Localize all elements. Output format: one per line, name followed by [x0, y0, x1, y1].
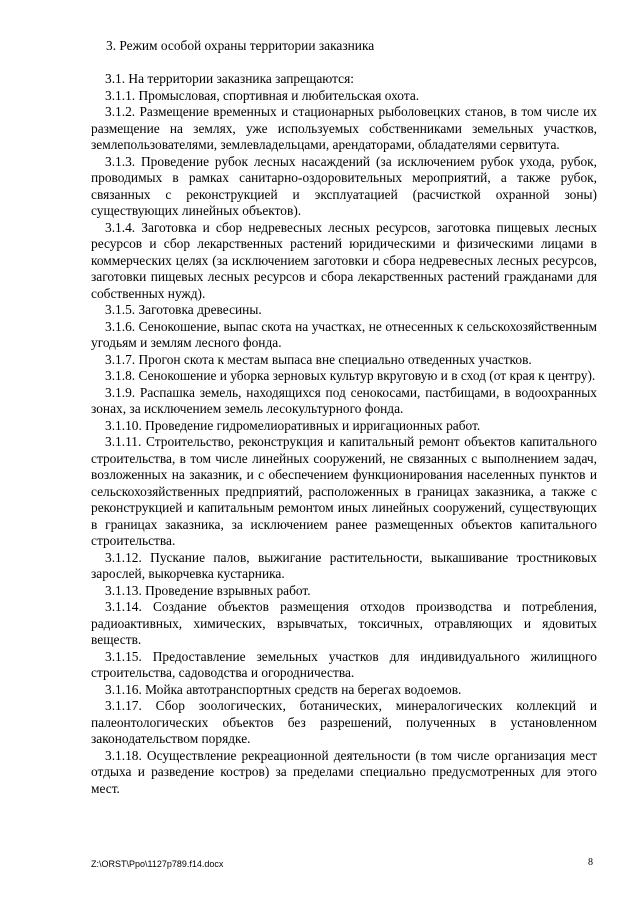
paragraph: 3.1. На территории заказника запрещаются:: [105, 71, 354, 86]
paragraph: 3.1.12. Пускание палов, выжигание растительности, выкашивание тростниковых зарослей, выкорчевка кустарника.: [91, 549, 597, 581]
document-body: [91, 71, 597, 797]
paragraph: 3.1.1. Промысловая, спортивная и любительская охота.: [105, 87, 420, 103]
paragraph: 3.1.17. Сбор зоологических, ботанических, минералогических коллекций и палеонтологических объектов без разрешений, полученных в установленном законодательством порядке.: [91, 698, 597, 746]
paragraph: 3.1.2. Размещение временных и стационарных рыболовецких станов, в том числе их размещение на землях, уже используемых собственниками земельных участков, землепользователями, землевладельцами, арендаторами, обладателями сервитута.: [91, 104, 597, 152]
paragraph: 3.1.9. Распашка земель, находящихся под сенокосами, пастбищами, в водоохранных зонах, за исключением земель лесокультурного фонда.: [91, 384, 597, 416]
paragraph: 3.1.16. Мойка автотранспортных средств на берегах водоемов.: [105, 681, 462, 697]
paragraph: 3.1.4. Заготовка и сбор недревесных лесных ресурсов, заготовка пищевых лесных ресурсов и сбор лекарственных растений юридическими и физическими лицами в коммерческих целях (за исключением заготовки и сбора недревесных лесных ресурсов, заготовки пищевых лесных ресурсов и сбора лекарственных растений гражданами для собственных нужд).: [91, 219, 597, 301]
paragraph: 3.1.15. Предоставление земельных участков для индивидуального жилищного строительства, садоводства и огородничества.: [91, 648, 597, 680]
paragraph: 3.1.14. Создание объектов размещения отходов производства и потребления, радиоактивных, химических, взрывчатых, токсичных, отравляющих и ядовитых веществ.: [91, 599, 597, 647]
paragraph: 3.1.10. Проведение гидромелиоративных и ирригационных работ.: [105, 417, 481, 433]
footer-page-number: 8: [588, 857, 593, 868]
paragraph: 3.1.11. Строительство, реконструкция и капитальный ремонт объектов капитального строительства, в том числе линейных сооружений, не связанных с выполнением задач, возложенных на заказник, и с обеспечением функционирования населенных пунктов и сельскохозяйственных предприятий, расположенных в границах заказника, а также с реконструкцией и капитальным ремонтом иных линейных сооружений, существующих в границах заказника, за исключением ранее размещенных объектов капитального строительства.: [91, 434, 597, 548]
footer-file-path: Z:\ORST\Ppo\1127p789.f14.docx: [91, 859, 224, 869]
paragraph: 3.1.3. Проведение рубок лесных насаждений (за исключением рубок ухода, рубок, проводимых в рамках санитарно-оздоровительных мероприятий, а также рубок, связанных с реконструкцией и эксплуатацией (расчисткой охранной зоны) существующих линейных объектов).: [91, 153, 597, 218]
paragraph: 3.1.13. Проведение взрывных работ.: [105, 582, 311, 598]
paragraph: 3.1.18. Осуществление рекреационной деятельности (в том числе организация мест отдыха и разведение костров) за пределами специально предусмотренных для этого мест.: [91, 747, 597, 796]
paragraph: 3.1.8. Сенокошение и уборка зерновых культур вкруговую и в сход (от края к центру).: [105, 368, 596, 383]
paragraph: 3.1.7. Прогон скота к местам выпаса вне специально отведенных участков.: [105, 351, 532, 367]
paragraph: 3.1.6. Сенокошение, выпас скота на участках, не отнесенных к сельскохозяйственным угодьям и землям лесного фонда.: [91, 318, 597, 350]
section-title: 3. Режим особой охраны территории заказника: [106, 38, 375, 53]
paragraph: 3.1.5. Заготовка древесины.: [105, 302, 262, 317]
